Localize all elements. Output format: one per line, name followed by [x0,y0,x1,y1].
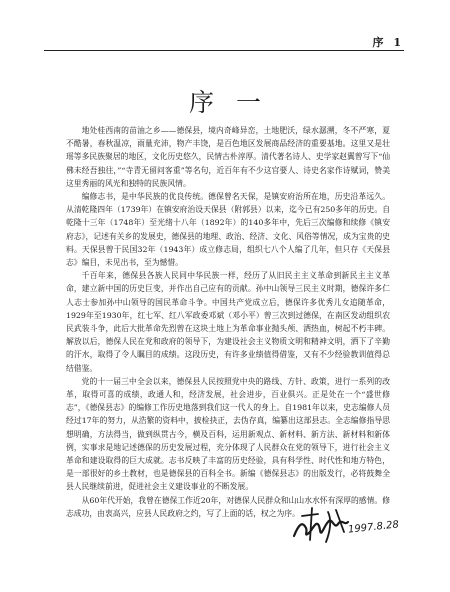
header-page-label: 序 1 [372,36,404,49]
paragraph-4: 党的十一届三中全会以来，德保县人民按照党中央的路线、方针、政策，进行一系列的改革，取得可喜的成绩，政通人和，经济发展，社会进步，百业俱兴。正是处在一个“盛世修志”，《德保县志》的编修工作历史地落到我们这一代人的身上。自1981年以来，史志编修人员经过17年的努力，从浩繁的资料中，披检抉正，去伪存真，编纂出这部县志。全志编修指导思想明确，方法得当，做到纵贯古今，横及百科，运用新观点、新材料、新方法、新材料和新体例，实事求是地记述德保的历史发展过程，充分体现了人民群众在党的领导下，进行社会主义革命和建设取得的巨大成就。志书反映了丰富的历史经验，具有科学性、时代性和地方特色，是一部很好的乡土教材，也是德保县的百科全书。新编《德保县志》的出版发行，必将鼓舞全县人民继续前进，促进社会主义建设事业的不断发展。 [66,376,391,492]
paragraph-1: 地处桂西南的苗油之乡——德保县，境内奇峰异峦，土地肥沃，绿水潺溯，冬不严寒，夏不酷暑，春秋温凉，雨量充沛，物产丰饶，是百色地区发展商品经济的重要基地。这里又是壮瑶等多民族聚居的地区，文化历史悠久，民情古朴淳厚。清代著名诗人、史学家赵翼曾写下“仙佛未经吾独往，”“寺青无留问客重”等名句，近百年有不少这官要人、诗史名家作诗赋词，赞美这里秀丽的风光和独特的民族风情。 [66,126,390,188]
page-title: 序一 [188,88,283,117]
paragraph-3: 千百年来，德保县各族人民同中华民族一样，经历了从旧民主主义革命到新民主主义革命，建立新中国的历史巨变，并作出自己应有的贡献。孙中山领导三民主义时期，德保许多仁人志士参加孙中山领导的国民革命斗争。中国共产党成立后，德保许多优秀儿女追随革命，1929年至1930年，红七军、红八军政委邓斌（邓小平）曾三次到过德保，在南区发动组织农民武装斗争，此后大批革命先烈曾在这块土地上为革命事业抛头颅、洒热血，树起不朽丰碑。解放以后，德保人民在党和政府的领导下，为建设社会主义物质文明和精神文明，洒下了辛勤的汗水，取得了令人瞩目的成绩。这段历史，有许多业绩值得借鉴，又有不少经验教训值得总结借鉴。 [66,271,390,373]
paragraph-2: 编修志书，是中华民族的优良传统。德保曾名天保，是镇安府治所在地，历史沿革远久。从清乾隆四年（1739年）在镇安府治设天保县（附郭县）以来，迄今已有250多年的历史。自乾隆十三年（1748年）至光绪十八年（1892年）的140多年中，先后三次编修和续修《镇安府志》，记述有关乡的发展史，德保县的地理、政治、经济、文化、风俗等情况，成为宝贵的史料。天保县曾于民国32年（1943年）成立修志局，组织七八个人编了几年，但只存《天保县志》编目，未见出书，至为憾惜。 [66,192,390,268]
running-header [44,36,404,51]
signature-date: 1997.8.28 [347,519,400,536]
preface-body [66,124,390,520]
paragraph-5: 从60年代开始，我曾在德保工作近20年，对德保人民群众和山山水水怀有深厚的感情。修志成功，由衷高兴，应县人民政府之约，写了上面的话，权之为序。 [66,495,390,518]
